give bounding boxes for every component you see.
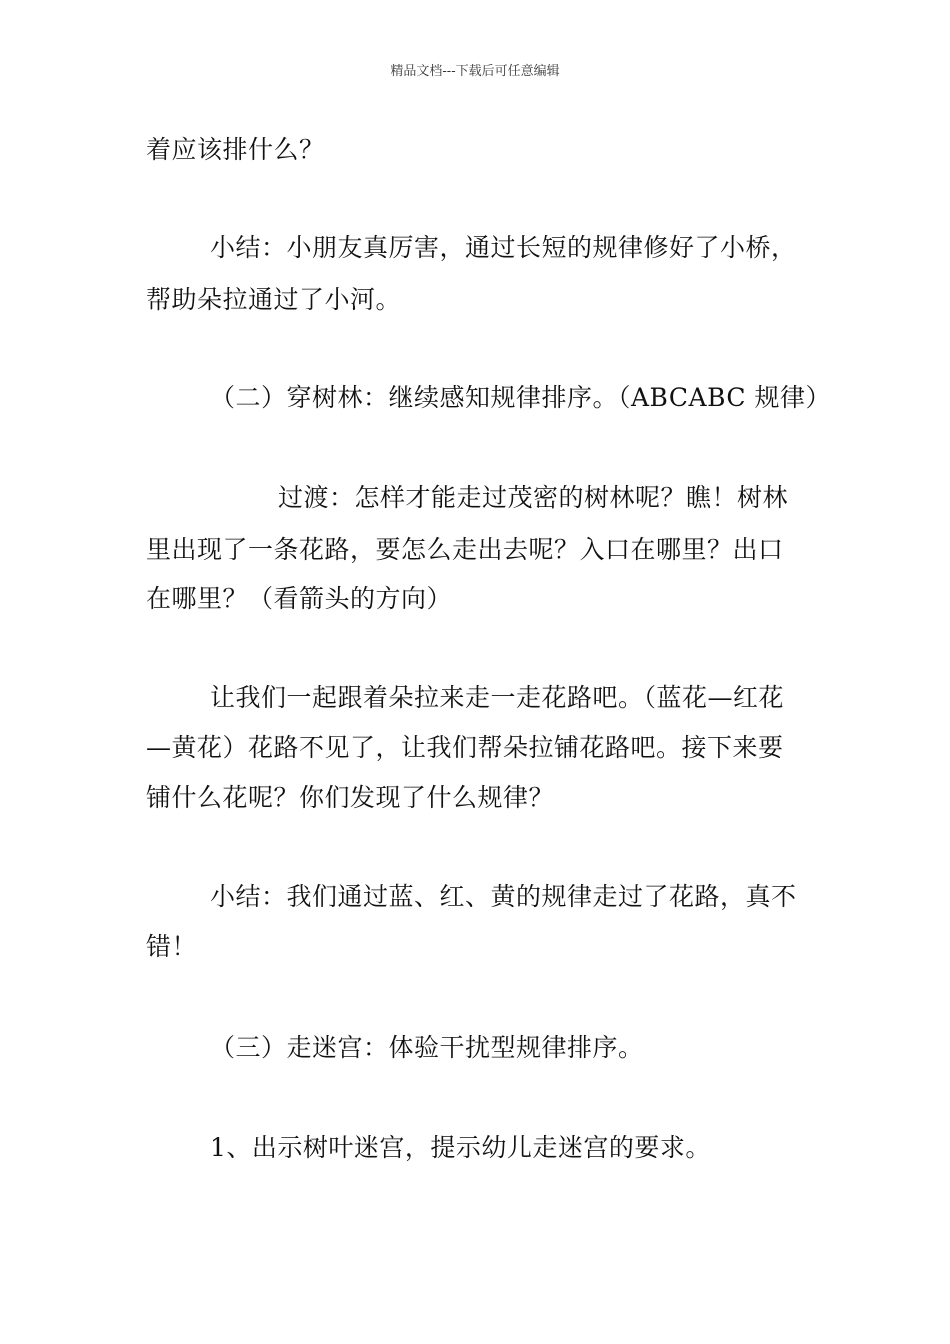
text-line: 里出现了一条花路，要怎么走出去呢？入口在哪里？出口 (146, 535, 784, 564)
text-line: 帮助朵拉通过了小河。 (146, 285, 402, 314)
list-item: 1、出示树叶迷宫，提示幼儿走迷宫的要求。 (210, 1133, 711, 1162)
text-line: 过渡：怎样才能走过茂密的树林呢？瞧！树林 (278, 483, 789, 512)
text-line: —黄花）花路不见了，让我们帮朵拉铺花路吧。接下来要 (146, 733, 784, 762)
page-header: 精品文档---下载后可任意编辑 (390, 64, 560, 79)
section-heading: （三）走迷宫：体验干扰型规律排序。 (210, 1033, 644, 1062)
text-line: 让我们一起跟着朵拉来走一走花路吧。（蓝花—红花 (210, 683, 785, 712)
text-line: 在哪里？（看箭头的方向） (146, 584, 453, 613)
text-line: 铺什么花呢？你们发现了什么规律？ (146, 783, 555, 812)
text-line: 着应该排什么？ (146, 135, 325, 164)
text-line: 小结：我们通过蓝、红、黄的规律走过了花路，真不 (210, 882, 797, 911)
text-line: 错！ (146, 932, 198, 961)
text-line: 小结：小朋友真厉害，通过长短的规律修好了小桥， (210, 233, 797, 262)
section-heading: （二）穿树林：继续感知规律排序。（ABCABC 规律） (210, 383, 831, 412)
